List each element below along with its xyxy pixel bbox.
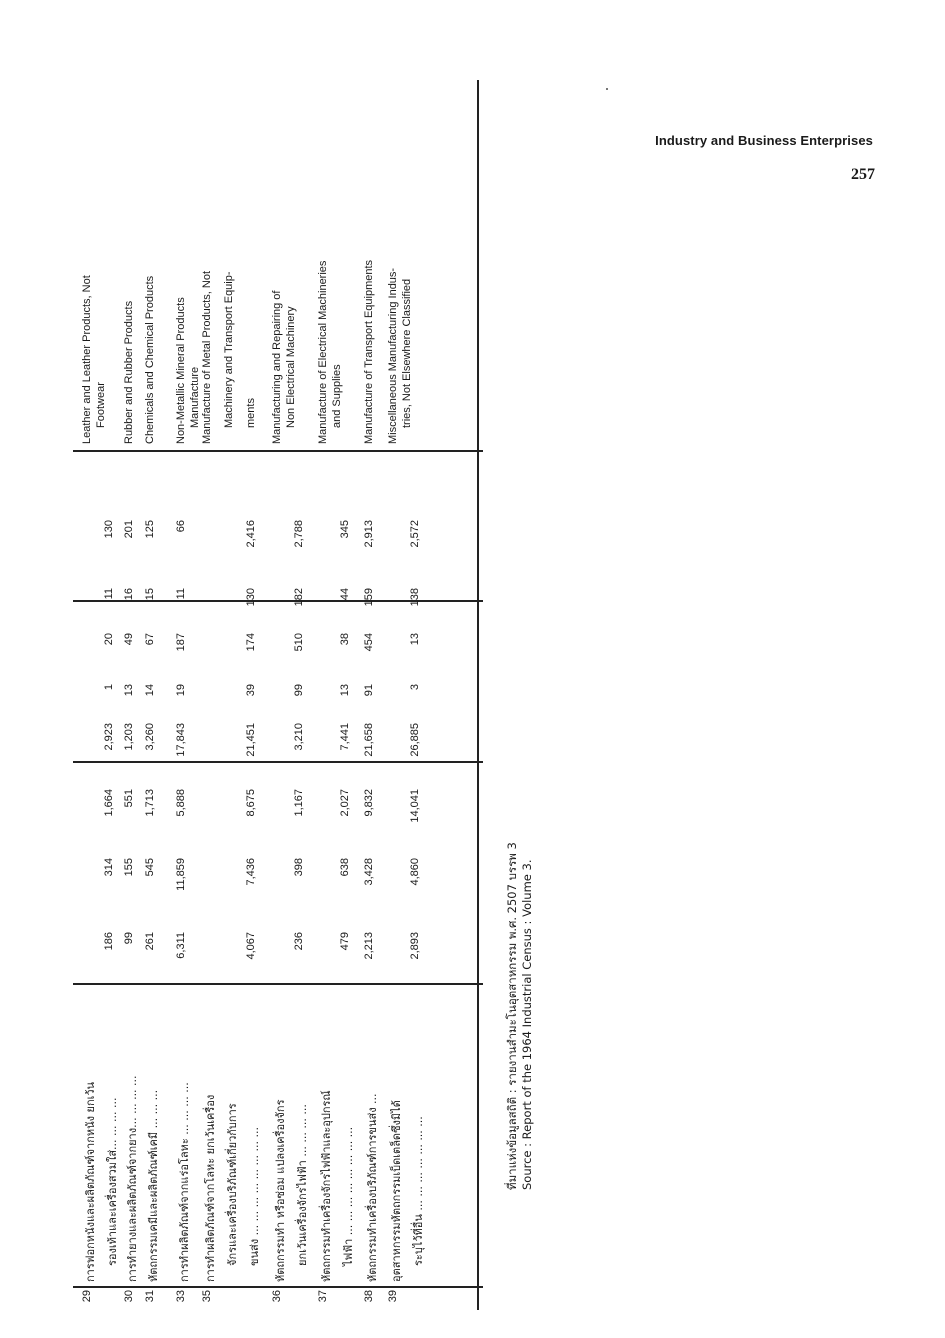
thai-description-line: หัตถกรรมทำเครื่องบริภัณฑ์การขนส่ง ... bbox=[366, 1093, 379, 1282]
industry-code: 31 bbox=[144, 1290, 156, 1303]
english-description-line: Chemicals and Chemical Products bbox=[144, 275, 156, 444]
value-cell: 7,441 bbox=[339, 723, 351, 751]
value-cell: 6,311 bbox=[175, 932, 187, 959]
value-cell: 174 bbox=[245, 633, 257, 652]
value-cell: 1,713 bbox=[144, 789, 156, 817]
english-description-line: Leather and Leather Products, Not bbox=[81, 275, 93, 444]
industry-code: 30 bbox=[123, 1290, 135, 1303]
value-cell: 14 bbox=[144, 684, 156, 697]
rotated-table-container bbox=[73, 80, 483, 1310]
running-title: Industry and Business Enterprises bbox=[655, 133, 873, 148]
value-cell: 187 bbox=[175, 633, 187, 652]
industry-code: 33 bbox=[175, 1290, 187, 1303]
value-cell: 130 bbox=[103, 520, 115, 539]
thai-description-line: ระบุไว้ที่อื่น ... ... ... ... ... ... ... bbox=[412, 1116, 425, 1266]
thai-description-line: การทำผลิตภัณฑ์จากโลหะ ยกเว้นเครื่อง bbox=[204, 1094, 217, 1282]
speck-mark bbox=[606, 88, 608, 90]
industry-code: 35 bbox=[201, 1290, 213, 1303]
value-cell: 20 bbox=[103, 633, 115, 646]
value-cell: 66 bbox=[175, 520, 187, 533]
value-cell: 159 bbox=[363, 588, 375, 607]
value-cell: 2,913 bbox=[363, 520, 375, 548]
english-description-line: tries, Not Elsewhere Classified bbox=[401, 278, 413, 428]
value-cell: 13 bbox=[409, 633, 421, 646]
value-cell: 38 bbox=[339, 633, 351, 646]
industry-code: 38 bbox=[363, 1290, 375, 1303]
value-cell: 155 bbox=[123, 858, 135, 877]
value-cell: 19 bbox=[175, 684, 187, 697]
thai-description-line: หัตถกรรมทำเครื่องจักรไฟฟ้าและอุปกรณ์ bbox=[320, 1090, 333, 1282]
value-cell: 4,067 bbox=[245, 932, 257, 960]
value-cell: 345 bbox=[339, 520, 351, 539]
english-description-line: Manufacture of Metal Products, Not bbox=[201, 270, 213, 444]
value-cell: 91 bbox=[363, 684, 375, 697]
value-cell: 3 bbox=[409, 684, 421, 691]
value-cell: 3,210 bbox=[293, 723, 305, 751]
page-number: 257 bbox=[851, 166, 875, 183]
value-cell: 67 bbox=[144, 633, 156, 646]
value-cell: 16 bbox=[123, 588, 135, 601]
value-cell: 454 bbox=[363, 633, 375, 652]
footnote-thai-source: ที่มาแห่งข้อมูลสถิติ : รายงานสำมะโนอุตสาหกรรม พ.ศ. 2507 บรรพ 3 bbox=[505, 842, 519, 1190]
value-cell: 49 bbox=[123, 633, 135, 646]
value-cell: 2,572 bbox=[409, 520, 421, 548]
value-cell: 11 bbox=[175, 588, 187, 600]
value-cell: 1,664 bbox=[103, 789, 115, 817]
thai-description-line: หัตถกรรมทำ หรือซ่อม แปลงเครื่องจักร bbox=[274, 1099, 287, 1282]
english-description-line: Manufacture of Electrical Machineries bbox=[317, 260, 329, 444]
thai-description-line: ยกเว้นเครื่องจักรไฟฟ้า ... ... ... ... bbox=[296, 1104, 309, 1266]
value-cell: 99 bbox=[123, 932, 135, 945]
table-top-rule bbox=[477, 80, 479, 1310]
thai-description-line: ไฟฟ้า ... ... ... ... ... ... ... ... bbox=[342, 1126, 355, 1266]
value-cell: 21,658 bbox=[363, 723, 375, 757]
thai-description-line: จักรและเครื่องบริภัณฑ์เกี่ยวกับการ bbox=[226, 1103, 239, 1266]
value-cell: 13 bbox=[123, 684, 135, 697]
column-rule-code bbox=[73, 1287, 483, 1289]
english-description-line: ments bbox=[245, 398, 257, 428]
value-cell: 17,843 bbox=[175, 723, 187, 757]
english-description-line: Manufacturing and Repairing of bbox=[271, 290, 283, 444]
thai-description-line: การทำผลิตภัณฑ์จากแร่อโลหะ ... ... ... ... bbox=[178, 1082, 191, 1282]
value-cell: 138 bbox=[409, 588, 421, 607]
value-cell: 125 bbox=[144, 520, 156, 539]
value-cell: 13 bbox=[339, 684, 351, 697]
value-cell: 510 bbox=[293, 633, 305, 652]
value-cell: 186 bbox=[103, 932, 115, 951]
value-cell: 4,860 bbox=[409, 858, 421, 886]
value-cell: 261 bbox=[144, 932, 156, 951]
value-cell: 2,213 bbox=[363, 932, 375, 960]
column-rule-group3 bbox=[73, 451, 483, 453]
value-cell: 314 bbox=[103, 858, 115, 877]
value-cell: 5,888 bbox=[175, 789, 187, 817]
thai-description-line: รองเท้าและเครื่องสวมใส่... ... ... ... bbox=[106, 1097, 119, 1266]
value-cell: 3,428 bbox=[363, 858, 375, 886]
value-cell: 551 bbox=[123, 789, 135, 808]
english-description-line: Non Electrical Machinery bbox=[285, 306, 297, 428]
value-cell: 236 bbox=[293, 932, 305, 951]
value-cell: 21,451 bbox=[245, 723, 257, 757]
english-description-line: Manufacture bbox=[189, 366, 201, 428]
value-cell: 2,416 bbox=[245, 520, 257, 548]
english-description-line: Non-Metallic Mineral Products bbox=[175, 297, 187, 444]
english-description-line: Machinery and Transport Equip- bbox=[223, 271, 235, 428]
industry-code: 36 bbox=[271, 1290, 283, 1303]
value-cell: 15 bbox=[144, 588, 156, 601]
value-cell: 99 bbox=[293, 684, 305, 697]
value-cell: 130 bbox=[245, 588, 257, 607]
thai-description-line: การทำยางและผลิตภัณฑ์จากยาง... ... ... ... bbox=[126, 1075, 139, 1282]
value-cell: 2,788 bbox=[293, 520, 305, 548]
value-cell: 2,923 bbox=[103, 723, 115, 751]
value-cell: 44 bbox=[339, 588, 351, 601]
value-cell: 201 bbox=[123, 520, 135, 539]
industry-code: 37 bbox=[317, 1290, 329, 1303]
thai-description-line: การฟอกหนังและผลิตภัณฑ์จากหนัง ยกเว้น bbox=[84, 1081, 97, 1282]
english-description-line: Rubber and Rubber Products bbox=[123, 300, 135, 444]
footnote bbox=[505, 630, 535, 1190]
value-cell: 11,859 bbox=[175, 858, 187, 891]
thai-description-line: ขนส่ง ... ... ... ... ... ... ... ... bbox=[248, 1126, 261, 1266]
industry-code: 29 bbox=[81, 1290, 93, 1303]
industry-table bbox=[73, 80, 483, 1310]
value-cell: 1,203 bbox=[123, 723, 135, 751]
footnote-english-source: Source : Report of the 1964 Industrial Census : Volume 3. bbox=[520, 859, 534, 1190]
value-cell: 638 bbox=[339, 858, 351, 877]
value-cell: 182 bbox=[293, 588, 305, 607]
english-description-line: Manufacture of Transport Equipments bbox=[363, 259, 375, 444]
value-cell: 9,832 bbox=[363, 789, 375, 817]
thai-description-line: หัตถกรรมเคมีและผลิตภัณฑ์เคมี ... ... ... bbox=[147, 1089, 160, 1282]
value-cell: 11 bbox=[103, 588, 115, 600]
value-cell: 479 bbox=[339, 932, 351, 951]
value-cell: 2,893 bbox=[409, 932, 421, 960]
english-description-line: Miscellaneous Manufacturing Indus- bbox=[387, 267, 399, 444]
value-cell: 39 bbox=[245, 684, 257, 697]
thai-description-line: อุตสาหกรรมหัตถกรรมเบ็ดเตล็ดซึ่งมิได้ bbox=[390, 1100, 403, 1282]
value-cell: 398 bbox=[293, 858, 305, 877]
value-cell: 2,027 bbox=[339, 789, 351, 817]
english-description-line: and Supplies bbox=[331, 364, 343, 428]
value-cell: 3,260 bbox=[144, 723, 156, 751]
value-cell: 1,167 bbox=[293, 789, 305, 817]
value-cell: 8,675 bbox=[245, 789, 257, 817]
value-cell: 26,885 bbox=[409, 723, 421, 757]
english-description-line: Footwear bbox=[95, 382, 107, 428]
industry-code: 39 bbox=[387, 1290, 399, 1303]
value-cell: 14,041 bbox=[409, 789, 421, 823]
value-cell: 545 bbox=[144, 858, 156, 877]
value-cell: 1 bbox=[103, 684, 115, 691]
value-cell: 7,436 bbox=[245, 858, 257, 886]
